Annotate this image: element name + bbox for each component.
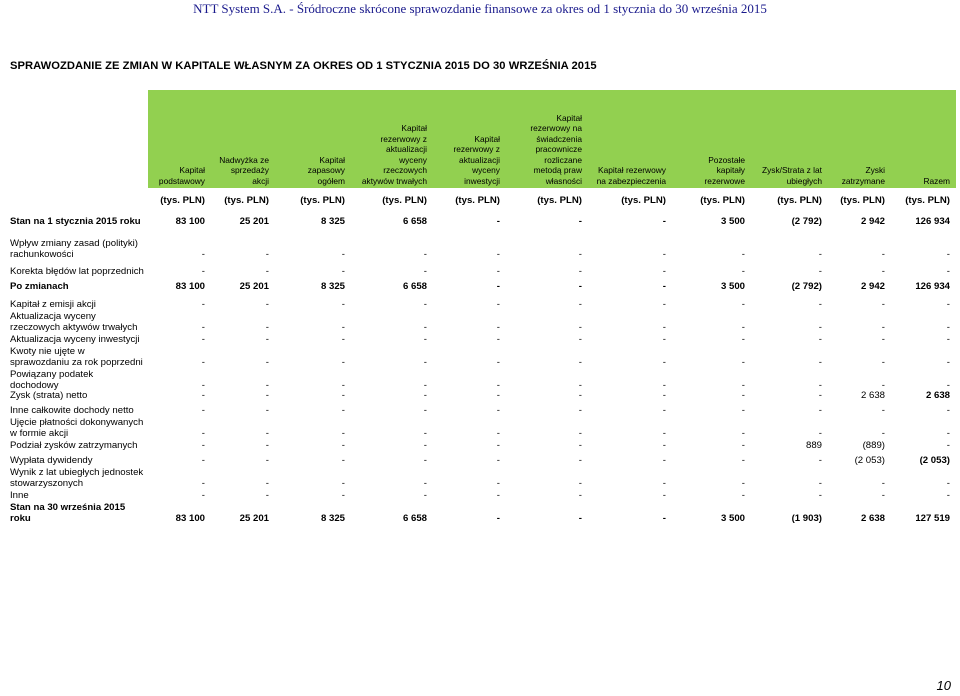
table-cell: - [201,490,205,501]
column-header: Kapitał rezerwowy na świadczenia pracownicze rozliczane metodą praw własności [530,112,582,186]
table-cell: - [662,216,666,227]
table-cell: - [662,428,666,440]
table-cell: - [741,478,745,490]
table-cell: - [423,266,427,277]
table-cell: - [662,299,666,310]
table-cell: - [946,357,950,369]
table-cell: - [741,390,745,401]
table-cell: - [496,380,500,392]
table-cell: - [662,334,666,345]
table-cell: - [265,455,269,466]
table-cell: - [265,334,269,345]
row-label: Wpływ zmiany zasad (polityki) rachunkowości [10,238,138,261]
table-cell: - [423,357,427,369]
table-cell: - [201,334,205,345]
table-cell: - [496,266,500,277]
table-cell: - [662,357,666,369]
table-cell: - [423,334,427,345]
table-cell: - [881,380,885,392]
unit-label: (tys. PLN) [537,195,582,206]
table-cell: - [265,440,269,451]
table-cell: 2 638 [925,390,950,401]
table-cell: - [578,455,582,466]
unit-label: (tys. PLN) [382,195,427,206]
column-header: Kapitał podstawowy [158,165,205,186]
table-cell: - [818,390,822,401]
table-cell: - [662,322,666,334]
table-cell: - [741,334,745,345]
table-cell: - [423,490,427,501]
table-cell: - [578,513,582,525]
column-header: Kapitał zapasowy ogółem [307,154,345,186]
table-cell: - [201,440,205,451]
table-cell: 126 934 [915,216,950,227]
table-cell: - [946,249,950,261]
table-cell: - [578,299,582,310]
unit-label: (tys. PLN) [777,195,822,206]
table-cell: - [341,478,345,490]
table-cell: - [741,490,745,501]
column-header: Kapitał rezerwowy z aktualizacji wyceny rzeczowych aktywów trwałych [361,123,427,186]
table-cell: - [662,266,666,277]
unit-label: (tys. PLN) [840,195,885,206]
table-cell: - [423,428,427,440]
table-cell: - [496,322,500,334]
table-cell: 889 [805,440,822,451]
table-cell: - [578,334,582,345]
table-cell: - [496,455,500,466]
table-cell: - [662,440,666,451]
table-cell: - [662,380,666,392]
table-cell: - [341,299,345,310]
row-label: Aktualizacja wyceny rzeczowych aktywów trwałych [10,311,138,334]
table-cell: - [662,249,666,261]
table-cell: - [881,334,885,345]
table-cell: - [423,455,427,466]
table-cell: - [881,357,885,369]
column-header: Kapitał rezerwowy na zabezpieczenia [596,165,666,186]
table-cell: 8 325 [320,513,345,525]
table-cell: - [578,357,582,369]
table-cell: - [341,490,345,501]
table-cell: - [423,478,427,490]
table-cell: - [496,216,500,227]
row-label: Stan na 30 września 2015 roku [10,502,126,525]
row-label: Kapitał z emisji akcji [10,299,96,310]
table-cell: 6 658 [402,281,427,292]
table-cell: - [818,490,822,501]
table-cell: - [818,249,822,261]
table-cell: - [578,490,582,501]
table-cell: - [578,322,582,334]
table-cell: - [578,380,582,392]
unit-label: (tys. PLN) [224,195,269,206]
table-cell: - [201,249,205,261]
table-cell: - [946,405,950,416]
table-cell: - [201,380,205,392]
table-cell: 2 942 [860,281,885,292]
table-cell: 25 201 [239,216,269,227]
table-cell: - [201,428,205,440]
table-cell: 83 100 [175,513,205,525]
row-label: Powiązany podatek dochodowy [10,369,94,392]
table-cell: - [818,478,822,490]
unit-label: (tys. PLN) [621,195,666,206]
column-header: Zyski zatrzymane [841,165,885,186]
table-cell: - [201,390,205,401]
table-cell: - [818,266,822,277]
table-cell: - [741,440,745,451]
table-cell: - [578,428,582,440]
row-label: Po zmianach [10,281,69,292]
table-cell: - [662,390,666,401]
table-cell: - [265,490,269,501]
unit-label: (tys. PLN) [300,195,345,206]
table-cell: (2 792) [791,216,822,227]
table-cell: - [946,490,950,501]
unit-label: (tys. PLN) [700,195,745,206]
table-cell: - [662,478,666,490]
table-cell: - [881,249,885,261]
table-cell: - [881,490,885,501]
table-cell: - [578,478,582,490]
table-cell: - [341,405,345,416]
statement-title: SPRAWOZDANIE ZE ZMIAN W KAPITALE WŁASNYM ZA OKRES OD 1 STYCZNIA 2015 DO 30 WRZEŚNIA 2015 [10,60,597,72]
table-cell: - [741,266,745,277]
table-cell: 6 658 [402,513,427,525]
table-cell: - [881,299,885,310]
table-cell: - [341,390,345,401]
table-cell: - [341,357,345,369]
table-cell: - [423,299,427,310]
table-cell: - [662,490,666,501]
table-cell: - [341,455,345,466]
column-header: Pozostałe kapitały rezerwowe [704,154,745,186]
table-cell: - [265,405,269,416]
unit-label: (tys. PLN) [905,195,950,206]
table-cell: - [341,428,345,440]
unit-label: (tys. PLN) [160,195,205,206]
table-cell: 83 100 [175,216,205,227]
row-label: Podział zysków zatrzymanych [10,440,138,451]
table-cell: - [741,357,745,369]
table-cell: - [578,281,582,292]
table-cell: - [201,455,205,466]
table-cell: - [946,380,950,392]
table-cell: 2 638 [860,513,885,525]
table-cell: - [265,357,269,369]
table-cell: - [741,405,745,416]
table-cell: 25 201 [239,281,269,292]
table-cell: 83 100 [175,281,205,292]
table-cell: - [578,390,582,401]
table-cell: - [265,299,269,310]
table-cell: - [818,357,822,369]
table-cell: - [423,249,427,261]
table-cell: - [741,249,745,261]
table-cell: - [881,405,885,416]
table-cell: - [496,390,500,401]
table-cell: - [496,299,500,310]
table-cell: - [946,266,950,277]
table-cell: - [201,405,205,416]
table-cell: - [341,322,345,334]
table-cell: - [496,249,500,261]
table-cell: 25 201 [239,513,269,525]
row-label: Wynik z lat ubiegłych jednostek stowarzyszonych [10,467,144,490]
table-cell: - [741,428,745,440]
table-cell: - [201,478,205,490]
table-cell: - [423,405,427,416]
table-cell: - [496,405,500,416]
table-cell: - [341,266,345,277]
table-cell: 2 638 [860,390,885,401]
table-cell: (889) [862,440,885,451]
table-cell: - [265,428,269,440]
table-cell: - [201,266,205,277]
table-cell: - [496,281,500,292]
running-header: NTT System S.A. - Śródroczne skrócone sprawozdanie finansowe za okres od 1 stycznia do 30 września 2015 [193,1,767,16]
table-cell: (1 903) [791,513,822,525]
table-cell: - [741,380,745,392]
table-cell: - [496,334,500,345]
row-label: Ujęcie płatności dokonywanych w formie akcji [10,417,144,440]
table-cell: - [496,490,500,501]
table-cell: - [423,390,427,401]
unit-label: (tys. PLN) [455,195,500,206]
table-cell: - [881,478,885,490]
column-header: Kapitał rezerwowy z aktualizacji wyceny inwestycji [453,133,500,186]
table-cell: - [423,322,427,334]
table-cell: - [662,513,666,525]
table-cell: - [818,405,822,416]
row-label: Inne [10,490,29,501]
table-cell: - [265,380,269,392]
table-cell: - [341,440,345,451]
table-cell: - [423,380,427,392]
table-cell: - [265,478,269,490]
table-cell: - [946,299,950,310]
table-cell: - [946,334,950,345]
page-number: 10 [936,678,951,693]
column-header: Razem [923,175,950,186]
table-cell: (2 053) [854,455,885,466]
table-cell: - [818,334,822,345]
table-cell: - [881,428,885,440]
table-cell: - [946,478,950,490]
table-cell: - [496,357,500,369]
table-cell: - [578,440,582,451]
table-cell: - [341,334,345,345]
table-cell: - [578,249,582,261]
table-cell: - [496,428,500,440]
table-cell: - [881,322,885,334]
table-cell: - [818,322,822,334]
table-cell: - [662,281,666,292]
row-label: Zysk (strata) netto [10,390,88,401]
row-label: Stan na 1 stycznia 2015 roku [10,216,141,227]
table-cell: - [578,405,582,416]
table-cell: 8 325 [320,216,345,227]
table-cell: - [578,266,582,277]
table-cell: - [496,478,500,490]
table-cell: - [496,513,500,525]
table-cell: - [741,299,745,310]
table-cell: - [946,428,950,440]
table-cell: (2 053) [919,455,950,466]
table-cell: - [818,428,822,440]
row-label: Korekta błędów lat poprzednich [10,266,144,277]
table-cell: - [423,440,427,451]
table-cell: - [201,299,205,310]
table-cell: - [496,440,500,451]
table-cell: - [265,390,269,401]
table-cell: - [818,455,822,466]
table-cell: - [818,299,822,310]
table-cell: 3 500 [720,281,745,292]
table-cell: - [265,322,269,334]
table-cell: - [946,322,950,334]
table-cell: 3 500 [720,513,745,525]
table-cell: 8 325 [320,281,345,292]
table-cell: - [578,216,582,227]
row-label: Wypłata dywidendy [10,455,93,466]
table-cell: - [741,455,745,466]
table-cell: 126 934 [915,281,950,292]
row-label: Kwoty nie ujęte w sprawozdaniu za rok poprzedni [10,346,143,369]
table-cell: - [946,440,950,451]
row-label: Aktualizacja wyceny inwestycji [10,334,140,345]
table-cell: 127 519 [915,513,950,525]
table-cell: - [818,380,822,392]
table-cell: - [201,322,205,334]
table-cell: - [662,405,666,416]
table-cell: - [341,249,345,261]
table-cell: - [881,266,885,277]
table-cell: 6 658 [402,216,427,227]
column-header: Zysk/Strata z lat ubiegłych [761,165,822,186]
row-label: Inne całkowite dochody netto [10,405,134,416]
table-cell: (2 792) [791,281,822,292]
table-cell: - [741,322,745,334]
column-header: Nadwyżka ze sprzedaży akcji [219,154,269,186]
table-cell: - [265,249,269,261]
table-cell: - [341,380,345,392]
table-cell: - [201,357,205,369]
table-cell: 3 500 [720,216,745,227]
table-cell: - [265,266,269,277]
table-cell: - [662,455,666,466]
table-cell: 2 942 [860,216,885,227]
